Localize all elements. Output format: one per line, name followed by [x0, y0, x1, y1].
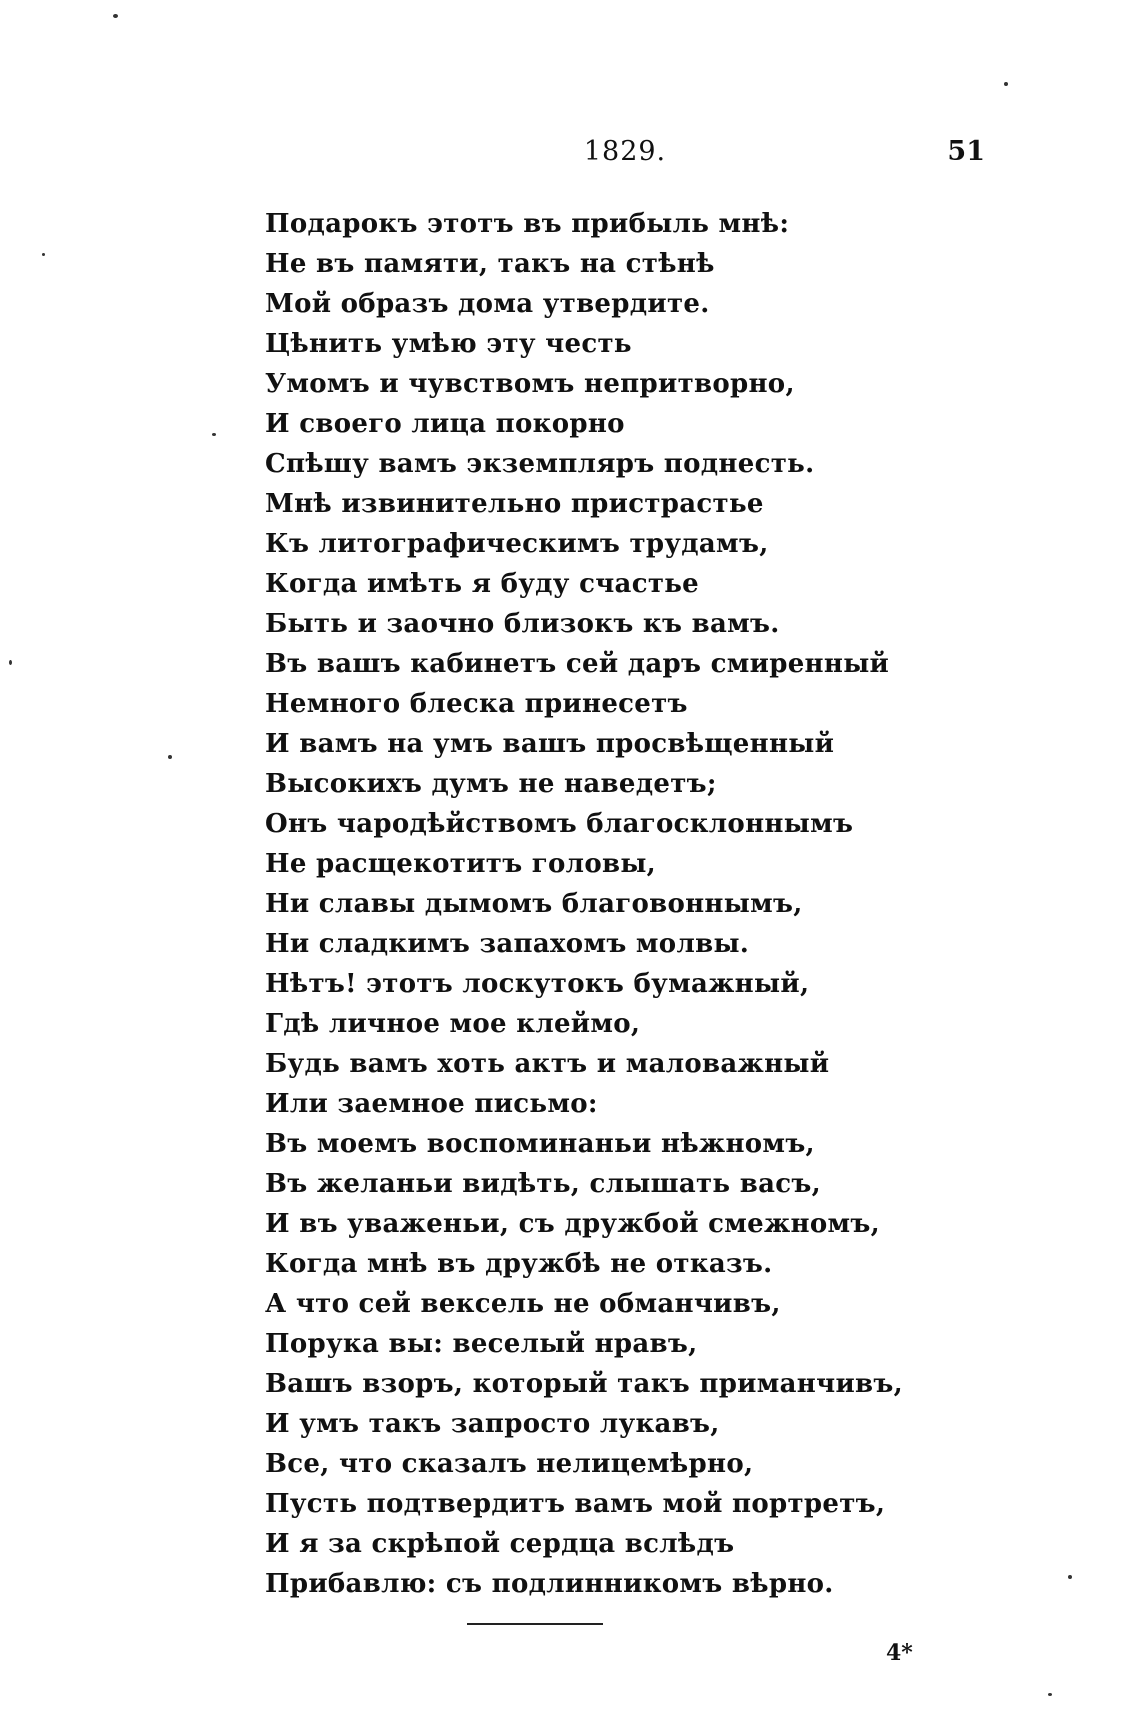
verse-line: А что сей вексель не обманчивъ, — [265, 1289, 781, 1319]
verse-line: Мнѣ извинительно пристрастье — [265, 489, 764, 519]
verse-line: Когда мнѣ въ дружбѣ не отказъ. — [265, 1249, 773, 1279]
verse-line: Не расщекотитъ головы, — [265, 849, 657, 879]
verse-line: Вашъ взоръ, который такъ приманчивъ, — [265, 1369, 903, 1399]
verse-line: Гдѣ личное мое клеймо, — [265, 1009, 641, 1039]
verse-line: Когда имѣть я буду счастье — [265, 569, 700, 599]
verse-line: Не въ памяти, такъ на стѣнѣ — [265, 249, 715, 279]
scan-speck — [168, 755, 172, 759]
scan-speck — [1048, 1693, 1052, 1696]
verse-line: Въ вашъ кабинетъ сей даръ смиренный — [265, 649, 890, 679]
verse-line: И своего лица покорно — [265, 409, 625, 439]
scan-speck — [42, 253, 45, 256]
running-head — [265, 136, 985, 176]
scan-speck — [9, 660, 12, 665]
verse-line: Къ литографическимъ трудамъ, — [265, 529, 769, 559]
verse-line: Нѣтъ! этотъ лоскутокъ бумажный, — [265, 969, 810, 999]
verse-line: Немного блеска принесетъ — [265, 689, 688, 719]
verse-line: Умомъ и чувствомъ непритворно, — [265, 369, 795, 399]
scan-speck — [1004, 82, 1008, 86]
scan-speck — [113, 14, 118, 18]
verse-line: Мой образъ дома утвердите. — [265, 289, 710, 319]
verse-line: Порука вы: веселый нравъ, — [265, 1329, 698, 1359]
verse-line: Или заемное письмо: — [265, 1089, 598, 1119]
scan-speck — [212, 433, 216, 436]
verse-line: И въ уваженьи, съ дружбой смежномъ, — [265, 1209, 881, 1239]
scan-speck — [1068, 1575, 1072, 1579]
verse-line: Быть и заочно близокъ къ вамъ. — [265, 609, 780, 639]
poem-body — [265, 204, 985, 1604]
verse-line: Будь вамъ хоть актъ и маловажный — [265, 1049, 830, 1079]
verse-line: И вамъ на умъ вашъ просвѣщенный — [265, 729, 835, 759]
verse-line: Прибавлю: съ подлинникомъ вѣрно. — [265, 1569, 834, 1599]
verse-line: Въ моемъ воспоминаньи нѣжномъ, — [265, 1129, 815, 1159]
end-rule — [467, 1623, 603, 1625]
verse-line: Спѣшу вамъ экземпляръ поднесть. — [265, 449, 815, 479]
verse-line: Подарокъ этотъ въ прибыль мнѣ: — [265, 209, 790, 239]
verse-line: Высокихъ думъ не наведетъ; — [265, 769, 717, 799]
verse-line: Все, что сказалъ нелицемѣрно, — [265, 1449, 754, 1479]
verse-line: И я за скрѣпой сердца вслѣдъ — [265, 1529, 735, 1559]
verse-line: И умъ такъ запросто лукавъ, — [265, 1409, 720, 1439]
signature-mark: 4* — [886, 1640, 913, 1666]
verse-line: Пусть подтвердитъ вамъ мой портретъ, — [265, 1489, 886, 1519]
page-year: 1829. — [583, 136, 667, 167]
verse-line: Ни сладкимъ запахомъ молвы. — [265, 929, 750, 959]
page-number: 51 — [947, 136, 985, 167]
verse-line: Ни славы дымомъ благовоннымъ, — [265, 889, 803, 919]
verse-line: Онъ чародѣйствомъ благосклоннымъ — [265, 809, 854, 839]
verse-line: Въ желаньи видѣть, слышать васъ, — [265, 1169, 821, 1199]
verse-line: Цѣнить умѣю эту честь — [265, 329, 632, 359]
